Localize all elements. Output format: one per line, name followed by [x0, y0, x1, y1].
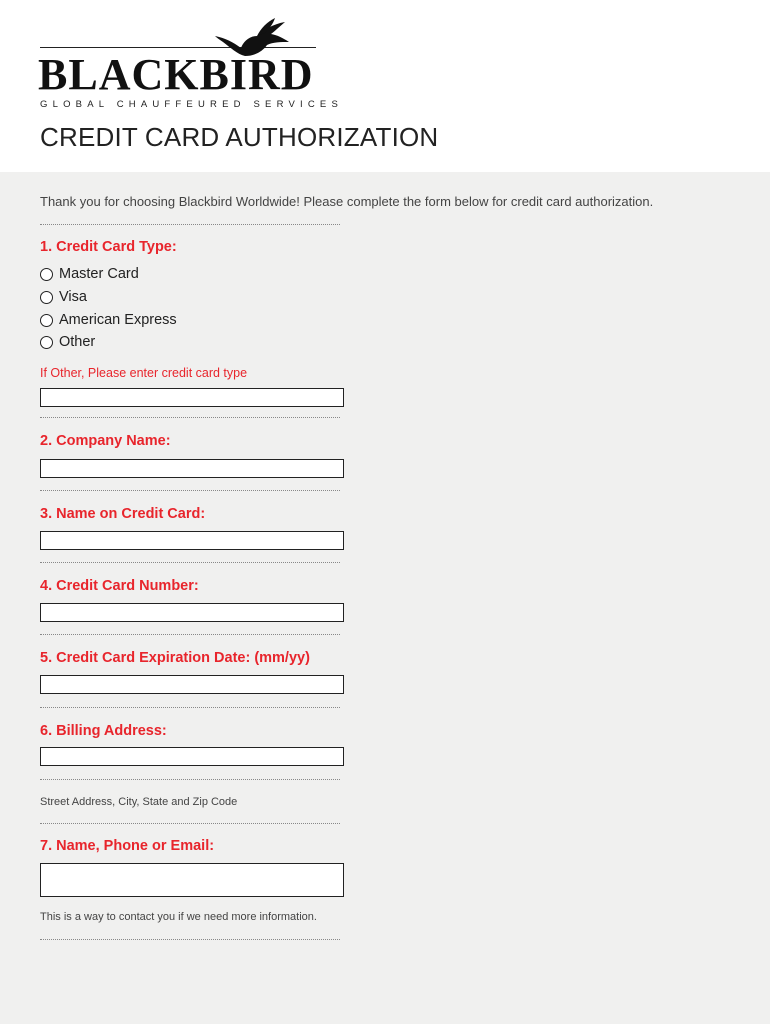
- radio-label: American Express: [59, 312, 177, 328]
- section-divider: [40, 707, 340, 708]
- radio-option-american-express[interactable]: [40, 310, 177, 330]
- contact-hint: This is a way to contact you if we need more information.: [40, 911, 317, 923]
- billing-address-title: 6. Billing Address:: [40, 723, 167, 739]
- radio-option-other[interactable]: [40, 332, 95, 352]
- logo-wordmark: BLACKBIRD: [38, 50, 314, 99]
- header: [0, 0, 770, 172]
- name-on-card-input[interactable]: [40, 531, 344, 550]
- contact-title: 7. Name, Phone or Email:: [40, 838, 215, 854]
- company-name-title: 2. Company Name:: [40, 433, 171, 449]
- section-divider: [40, 939, 340, 940]
- intro-text: Thank you for choosing Blackbird Worldwide! Please complete the form below for credit card authorization.: [40, 194, 654, 209]
- section-divider: [40, 779, 340, 780]
- section-divider: [40, 562, 340, 563]
- billing-address-hint: Street Address, City, State and Zip Code: [40, 796, 238, 808]
- radio-button[interactable]: [40, 268, 53, 281]
- section-divider: [40, 490, 340, 491]
- radio-label: Master Card: [59, 266, 139, 282]
- logo-tagline: GLOBAL CHAUFFEURED SERVICES: [40, 99, 343, 110]
- billing-address-input[interactable]: [40, 747, 344, 766]
- other-card-type-input[interactable]: [40, 388, 344, 407]
- section-divider: [40, 417, 340, 418]
- radio-label: Visa: [59, 289, 87, 305]
- radio-button[interactable]: [40, 336, 53, 349]
- page-title: CREDIT CARD AUTHORIZATION: [40, 122, 439, 152]
- radio-button[interactable]: [40, 291, 53, 304]
- radio-label: Other: [59, 334, 96, 350]
- radio-button[interactable]: [40, 314, 53, 327]
- name-on-card-title: 3. Name on Credit Card:: [40, 506, 206, 522]
- blackbird-logo: [38, 18, 343, 114]
- section-divider: [40, 224, 340, 225]
- radio-option-visa[interactable]: [40, 287, 87, 307]
- expiration-date-title: 5. Credit Card Expiration Date: (mm/yy): [40, 650, 310, 666]
- other-card-type-hint: If Other, Please enter credit card type: [40, 366, 248, 380]
- card-number-title: 4. Credit Card Number:: [40, 578, 199, 594]
- company-name-input[interactable]: [40, 459, 344, 478]
- section-divider: [40, 823, 340, 824]
- form-area: [0, 172, 770, 1024]
- credit-card-type-title: 1. Credit Card Type:: [40, 239, 177, 255]
- contact-input[interactable]: [40, 863, 344, 897]
- radio-option-master-card[interactable]: [40, 264, 139, 284]
- section-divider: [40, 634, 340, 635]
- expiration-date-input[interactable]: [40, 675, 344, 694]
- card-number-input[interactable]: [40, 603, 344, 622]
